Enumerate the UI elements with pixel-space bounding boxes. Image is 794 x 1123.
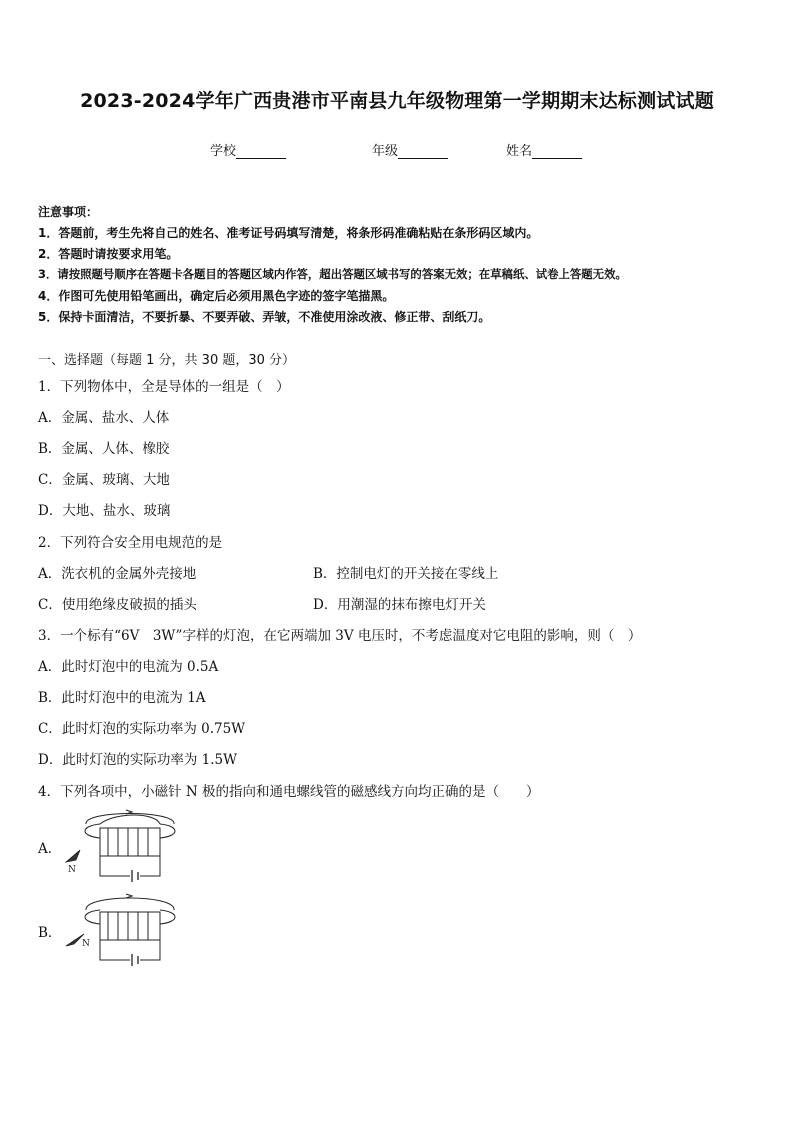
coil-windings — [108, 828, 148, 856]
battery-icon — [132, 954, 138, 966]
school-label: 学校 — [210, 144, 237, 159]
needle-n-label: N — [68, 865, 76, 875]
grade-field — [372, 140, 448, 159]
figure-solenoid-a — [60, 806, 190, 882]
option: C．金属、玻璃、大地 — [38, 472, 170, 488]
circuit-wire — [100, 856, 160, 876]
option: D．大地、盐水、玻璃 — [38, 503, 171, 519]
option: B．此时灯泡中的电流为 1A — [38, 690, 206, 706]
grade-blank — [398, 144, 448, 159]
option: D．此时灯泡的实际功率为 1.5W — [38, 752, 237, 768]
compass-needle-icon — [66, 850, 80, 862]
notice-item: 5．保持卡面清洁，不要折暴、不要弄破、弄皱，不准使用涂改液、修正带、刮纸刀。 — [38, 310, 491, 324]
option: A．此时灯泡中的电流为 0.5A — [38, 659, 219, 675]
question-stem: 1．下列物体中，全是导体的一组是（ ） — [38, 379, 290, 395]
notice-heading: 注意事项： — [38, 205, 99, 219]
notice-item: 2．答题时请按要求用笔。 — [38, 247, 179, 261]
option: D．用潮湿的抹布擦电灯开关 — [313, 597, 486, 613]
solenoid-core — [100, 912, 160, 940]
figure-solenoid-b — [60, 890, 190, 968]
option: A． — [38, 841, 62, 857]
option: B． — [38, 925, 62, 941]
field-line — [86, 898, 174, 910]
option: B．金属、人体、橡胶 — [38, 441, 170, 457]
question-stem: 4．下列各项中，小磁针 N 极的指向和通电螺线管的磁感线方向均正确的是（ ） — [38, 784, 540, 800]
needle-n-label: N — [82, 939, 90, 949]
section-heading: 一、选择题（每题 1 分，共 30 题，30 分） — [38, 353, 296, 368]
notice-item: 4．作图可先使用铅笔画出，确定后必须用黑色字迹的签字笔描黑。 — [38, 289, 395, 303]
name-label: 姓名 — [506, 144, 533, 159]
option: C．使用绝缘皮破损的插头 — [38, 597, 197, 613]
name-blank — [532, 144, 582, 159]
field-line — [100, 815, 160, 824]
option: A．金属、盐水、人体 — [38, 410, 170, 426]
battery-icon — [132, 870, 138, 882]
coil-windings — [108, 912, 148, 940]
option: A．洗衣机的金属外壳接地 — [38, 566, 197, 582]
solenoid-core — [100, 828, 160, 856]
name-field — [506, 140, 582, 159]
grade-label: 年级 — [372, 144, 399, 159]
notice-item: 1．答题前，考生先将自己的姓名、准考证号码填写清楚，将条形码准确粘贴在条形码区域内。 — [38, 226, 539, 240]
field-arrow-icon — [126, 894, 132, 898]
option: C．此时灯泡的实际功率为 0.75W — [38, 721, 246, 737]
question-stem: 3．一个标有“6V 3W”字样的灯泡，在它两端加 3V 电压时，不考虑温度对它电阻的影响，则（ ） — [38, 628, 642, 644]
circuit-wire — [100, 940, 160, 960]
question-stem: 2．下列符合安全用电规范的是 — [38, 535, 223, 551]
notice-item: 3．请按照题号顺序在答题卡各题目的答题区域内作答，超出答题区域书写的答案无效；在草稿纸、试卷上答题无效。 — [38, 267, 627, 281]
page-title: 2023-2024学年广西贵港市平南县九年级物理第一学期期末达标测试试题 — [80, 90, 714, 112]
school-blank — [236, 144, 286, 159]
option: B．控制电灯的开关接在零线上 — [313, 566, 499, 582]
school-field — [210, 140, 286, 159]
